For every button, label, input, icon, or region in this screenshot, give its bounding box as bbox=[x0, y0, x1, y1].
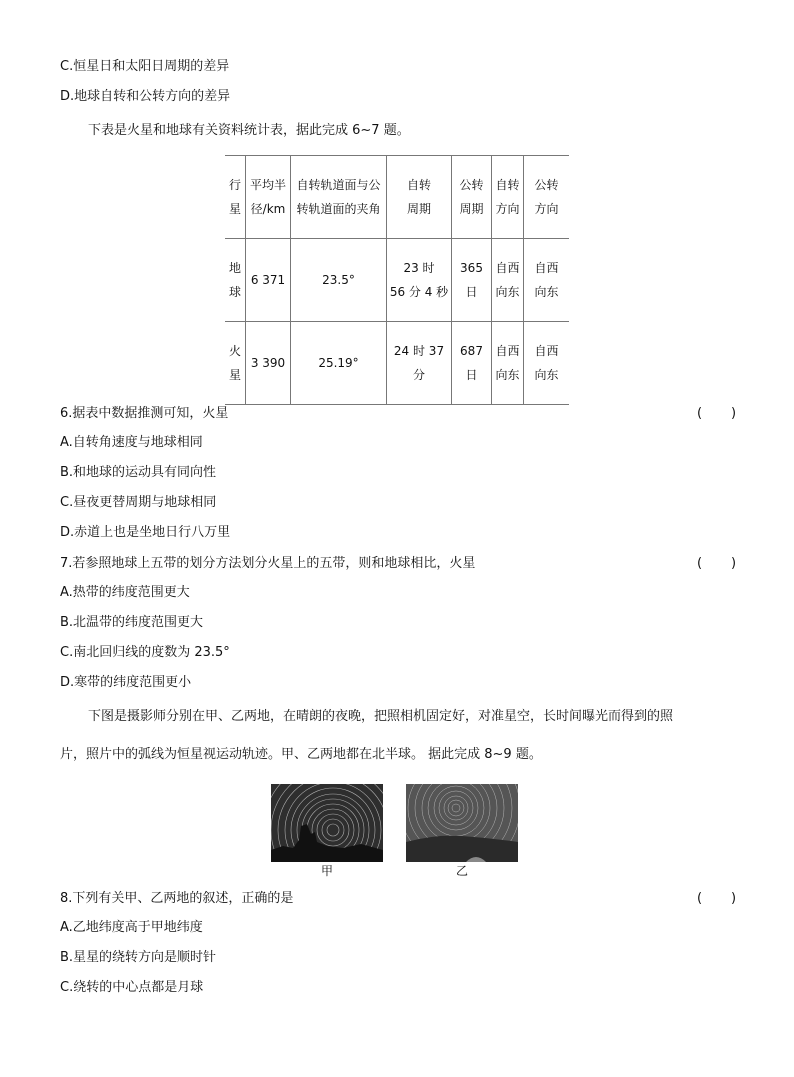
intro-photo-paragraph-line2: 片，照片中的弧线为恒星视运动轨迹。甲、乙两地都在北半球。 据此完成 8~9 题。 bbox=[60, 747, 542, 762]
option-c-previous: C.恒星日和太阳日周期的差异 bbox=[60, 59, 230, 74]
cell-rotation-period: 24 时 37 分 bbox=[387, 322, 452, 405]
q6-option-a: A.自转角速度与地球相同 bbox=[60, 435, 203, 450]
intro-table-paragraph: 下表是火星和地球有关资料统计表，据此完成 6~7 题。 bbox=[88, 123, 410, 138]
answer-blank-6: ( ) bbox=[697, 406, 737, 421]
header-planet: 行 星 bbox=[228, 178, 241, 216]
q8-option-a: A.乙地纬度高于甲地纬度 bbox=[60, 920, 203, 935]
star-trail-photo-jia bbox=[271, 784, 383, 862]
q6-option-b: B.和地球的运动具有同向性 bbox=[60, 465, 217, 480]
header-rotation-period: 自转 周期 bbox=[387, 156, 452, 239]
cell-revolution-period: 365 日 bbox=[452, 239, 492, 322]
answer-blank-7: ( ) bbox=[697, 556, 737, 571]
cell-rotation-period: 23 时 56 分 4 秒 bbox=[387, 239, 452, 322]
intro-photo-paragraph-line1: 下图是摄影师分别在甲、乙两地，在晴朗的夜晚，把照相机固定好，对准星空，长时间曝光而得到的照 bbox=[88, 709, 674, 724]
question-8: 8.下列有关甲、乙两地的叙述，正确的是 bbox=[60, 891, 294, 906]
q8-option-b: B.星星的绕转方向是顺时针 bbox=[60, 950, 217, 965]
header-revolution-direction: 公转 方向 bbox=[524, 156, 570, 239]
q7-option-c: C.南北回归线的度数为 23.5° bbox=[60, 645, 230, 660]
q7-option-b: B.北温带的纬度范围更大 bbox=[60, 615, 204, 630]
cell-rotation-direction: 自西 向东 bbox=[492, 322, 524, 405]
q6-option-c: C.昼夜更替周期与地球相同 bbox=[60, 495, 217, 510]
table-row-earth bbox=[225, 239, 569, 322]
mars-earth-table bbox=[225, 155, 569, 405]
header-angle: 自转轨道面与公 转轨道面的夹角 bbox=[291, 156, 387, 239]
cell-angle: 23.5° bbox=[291, 239, 387, 322]
header-radius: 平均半 径/km bbox=[246, 156, 291, 239]
cell-revolution-period: 687 日 bbox=[452, 322, 492, 405]
cell-radius: 3 390 bbox=[246, 322, 291, 405]
answer-blank-8: ( ) bbox=[697, 891, 737, 906]
table-header-row bbox=[225, 156, 569, 239]
cell-planet: 火 星 bbox=[228, 344, 241, 382]
cell-planet: 地 球 bbox=[228, 261, 241, 299]
header-rotation-direction: 自转 方向 bbox=[492, 156, 524, 239]
option-d-previous: D.地球自转和公转方向的差异 bbox=[60, 89, 231, 104]
cell-revolution-direction: 自西 向东 bbox=[524, 239, 570, 322]
question-6: 6.据表中数据推测可知，火星 bbox=[60, 406, 229, 421]
cell-revolution-direction: 自西 向东 bbox=[524, 322, 570, 405]
q6-option-d: D.赤道上也是坐地日行八万里 bbox=[60, 525, 231, 540]
question-7: 7.若参照地球上五带的划分方法划分火星上的五带，则和地球相比，火星 bbox=[60, 556, 476, 571]
cell-rotation-direction: 自西 向东 bbox=[492, 239, 524, 322]
q7-option-a: A.热带的纬度范围更大 bbox=[60, 585, 190, 600]
cell-angle: 25.19° bbox=[291, 322, 387, 405]
photo-caption-yi: 乙 bbox=[456, 864, 469, 878]
cell-radius: 6 371 bbox=[246, 239, 291, 322]
q7-option-d: D.寒带的纬度范围更小 bbox=[60, 675, 192, 690]
header-revolution-period: 公转 周期 bbox=[452, 156, 492, 239]
table-row-mars bbox=[225, 322, 569, 405]
q8-option-c: C.绕转的中心点都是月球 bbox=[60, 980, 204, 995]
photo-caption-jia: 甲 bbox=[321, 864, 334, 878]
star-trail-photo-yi bbox=[406, 784, 518, 862]
